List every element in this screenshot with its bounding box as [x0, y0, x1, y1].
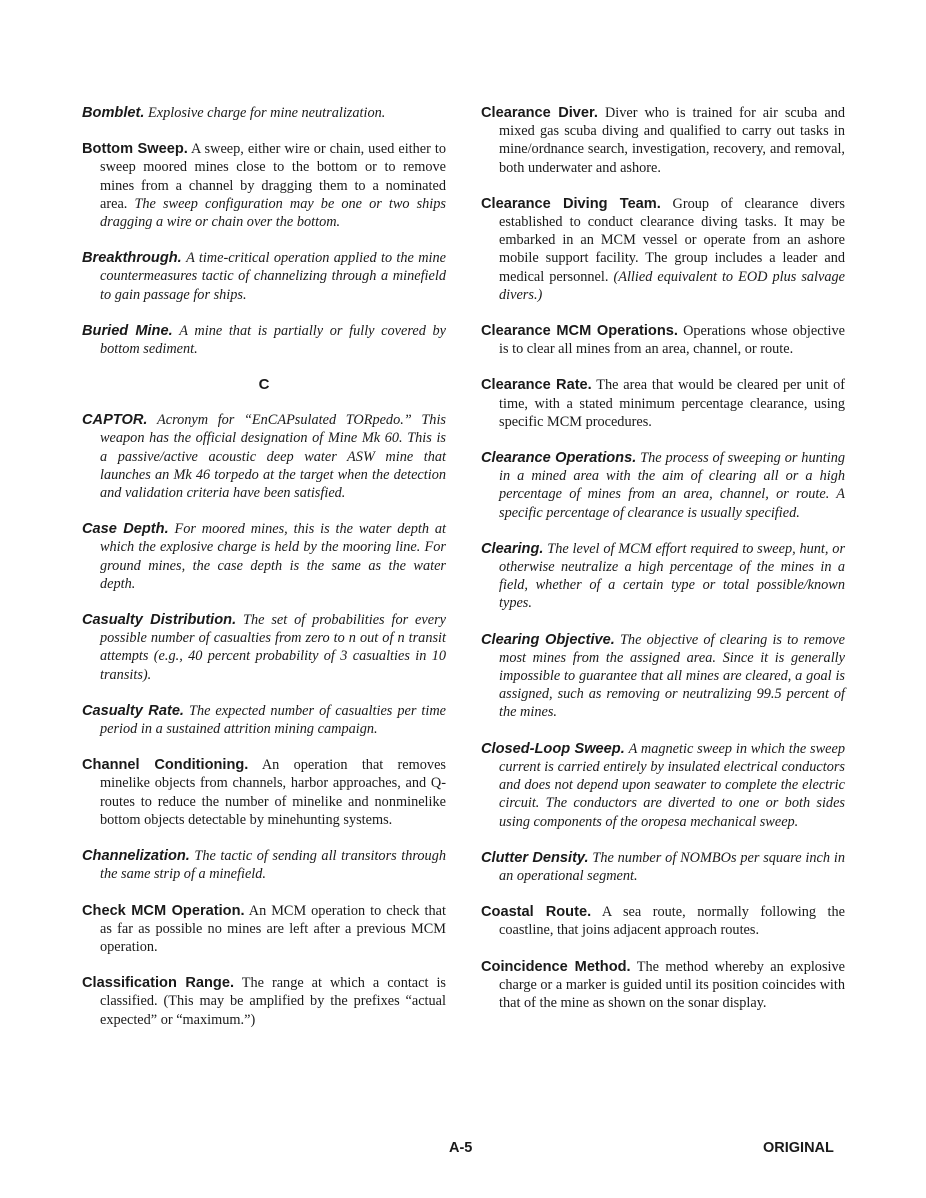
entry-definition: The set of probabilities for every possible number of casualties from zero to n out of n transit attempts (e.g., 40 percent probability of 3 casualties in 10 transits).	[100, 612, 446, 683]
entry-term: Clearance Rate.	[481, 377, 592, 394]
glossary-entry-bottom-sweep	[82, 140, 446, 231]
entry-term: Clearance Diver.	[481, 105, 598, 121]
glossary-entry-classification-range	[82, 974, 446, 1029]
section-letter-c: C	[258, 376, 270, 394]
entry-definition-italic: The sweep configuration may be one or two ships dragging a wire or chain over the bottom.	[100, 195, 446, 231]
document-status: ORIGINAL	[763, 1140, 834, 1156]
glossary-entry-buried-mine	[82, 322, 446, 358]
entry-term: Breakthrough.	[82, 250, 182, 267]
glossary-entry-casualty-rate	[82, 702, 446, 738]
right-column	[481, 104, 845, 1012]
entry-definition: An operation that removes minelike objects from channels, harbor approaches, and Q-routes to reduce the number of minelike and nonminelike bottom objects detectable by minehunting systems.	[100, 757, 446, 828]
entry-term: Casualty Rate.	[82, 702, 184, 719]
entry-term: Buried Mine.	[82, 322, 173, 339]
glossary-entry-closed-loop-sweep	[481, 740, 845, 831]
entry-definition: Acronym for “EnCAPsulated TORpedo.” This weapon has the official designation of Mine Mk 60. This is a passive/active acoustic deep water ASW mine that launches an Mk 46 torpedo at the target when the detection and validation criteria have been satisfied.	[100, 412, 446, 502]
glossary-entry-clearance-rate	[481, 376, 845, 431]
entry-definition-italic: (Allied equivalent to EOD plus salvage divers.)	[499, 268, 846, 303]
entry-definition: The tactic of sending all transitors through the same strip of a minefield.	[100, 848, 446, 883]
entry-term: Check MCM Operation.	[82, 902, 245, 919]
glossary-entry-clearing-objective	[481, 631, 845, 722]
glossary-entry-clearance-diver	[481, 104, 845, 177]
glossary-entry-channel-conditioning	[82, 756, 446, 829]
entry-term: Clearing.	[481, 540, 544, 557]
entry-term: CAPTOR.	[82, 412, 148, 429]
entry-definition: The area that would be cleared per unit of time, with a stated minimum percentage clearance, using specific MCM procedures.	[499, 377, 845, 430]
entry-definition: The objective of clearing is to remove most mines from the assigned area. Since it is generally impossible to guarantee that all mines are cleared, a goal is assigned, such as removing or neutralizing 99.5 percent of the mines.	[499, 631, 845, 721]
entry-term: Coastal Route.	[481, 904, 592, 921]
entry-definition: Diver who is trained for air scuba and mixed gas scuba diving and qualified to carry out tasks in mine/ordnance search, investigation, recovery, and removal, both underwater and ashore.	[499, 105, 845, 176]
entry-term: Coincidence Method.	[481, 958, 631, 975]
glossary-entry-captor	[82, 411, 446, 502]
entry-definition: The method whereby an explosive charge or a marker is guided until its position coincides with that of the mine as shown on the sonar display.	[499, 958, 845, 1011]
entry-definition: A time-critical operation applied to the mine countermeasures tactic of channelizing through a minefield to gain passage for ships.	[100, 250, 446, 303]
entry-definition: A magnetic sweep in which the sweep current is carried entirely by insulated electrical conductors and does not depend upon seawater to complete the electric circuit. The conductors are diverted to one or both sides using components of the oropesa mechanical sweep.	[499, 740, 846, 830]
entry-definition: A sweep, either wire or chain, used either to sweep moored mines close to the bottom or to remove mines from a channel by dragging them to a nominated area.	[100, 141, 447, 212]
entry-term: Channel Conditioning.	[82, 757, 249, 774]
entry-definition: The range at which a contact is classified. (This may be amplified by the prefixes “actual expected” or “maximum.”)	[100, 975, 446, 1028]
entry-definition: Explosive charge for mine neutralization.	[148, 105, 386, 121]
entry-term: Clearance Operations.	[481, 450, 637, 467]
entry-term: Classification Range.	[82, 975, 235, 992]
glossary-entry-coincidence-method	[481, 958, 845, 1013]
entry-definition: The process of sweeping or hunting in a mined area with the aim of clearing all or a high percentage of mines from an area, channel, or route. A specific percentage of clearance is usually specified.	[499, 450, 845, 521]
glossary-entry-check-mcm-operation	[82, 902, 446, 957]
glossary-entry-channelization	[82, 847, 446, 883]
entry-definition: The number of NOMBOs per square inch in an operational segment.	[499, 849, 845, 884]
glossary-entry-clearance-diving-team	[481, 195, 845, 304]
glossary-entry-bomblet	[82, 104, 446, 122]
page-number: A-5	[449, 1140, 473, 1156]
glossary-entry-clearance-mcm-operations	[481, 322, 845, 358]
entry-term: Bottom Sweep.	[82, 141, 188, 158]
entry-term: Case Depth.	[82, 521, 169, 538]
entry-term: Closed-Loop Sweep.	[481, 740, 625, 757]
glossary-entry-clutter-density	[481, 849, 845, 885]
glossary-entry-breakthrough	[82, 249, 446, 304]
entry-term: Clearance Diving Team.	[481, 195, 661, 212]
glossary-entry-clearing	[481, 540, 845, 613]
left-column	[82, 104, 446, 1029]
entry-definition: The level of MCM effort required to sweep, hunt, or otherwise neutralize a high percentage of the mines in a field, whether of a certain type or total possible/known types.	[499, 540, 846, 612]
glossary-entry-coastal-route	[481, 903, 845, 939]
entry-definition: A mine that is partially or fully covered by bottom sediment.	[100, 322, 446, 358]
entry-term: Clearing Objective.	[481, 631, 615, 648]
entry-term: Clearance MCM Operations.	[481, 323, 678, 340]
glossary-entry-clearance-operations	[481, 449, 845, 522]
glossary-entry-case-depth	[82, 520, 446, 593]
entry-term: Bomblet.	[82, 105, 145, 121]
entry-definition: A sea route, normally following the coastline, that joins adjacent approach routes.	[499, 904, 845, 939]
entry-definition: Operations whose objective is to clear all mines from an area, channel, or route.	[499, 323, 845, 358]
entry-term: Casualty Distribution.	[82, 612, 237, 629]
entry-definition: Group of clearance divers established to conduct clearance diving tasks. It may be embarked in an MCM vessel or operate from an ashore mobile support facility. The group includes a leader and medical personnel.	[499, 195, 845, 285]
entry-definition: For moored mines, this is the water depth at which the explosive charge is held by the mooring line. For ground mines, the case depth is the same as the water depth.	[100, 521, 447, 592]
entry-term: Clutter Density.	[481, 849, 589, 866]
entry-definition: The expected number of casualties per time period in a sustained attrition mining campaign.	[100, 702, 447, 738]
entry-term: Channelization.	[82, 848, 190, 865]
glossary-entry-casualty-distribution	[82, 611, 446, 684]
entry-definition: An MCM operation to check that as far as possible no mines are left after a previous MCM operation.	[100, 902, 446, 955]
